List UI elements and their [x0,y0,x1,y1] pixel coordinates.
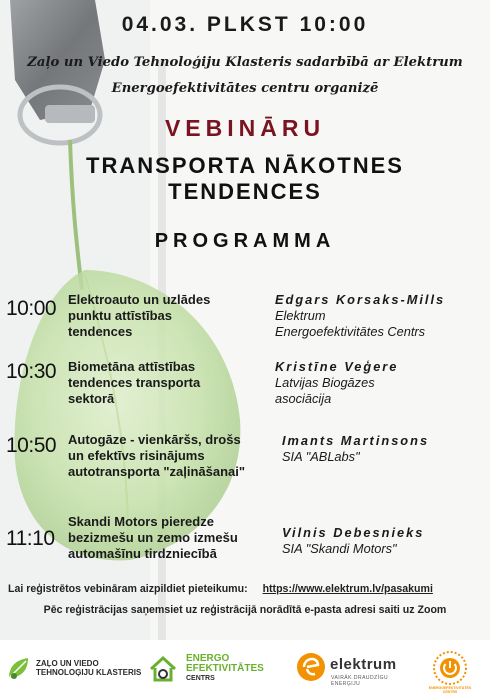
topic-line: tendences transporta [68,375,201,390]
eec-round-logo [428,650,472,694]
speaker-org: asociācija [275,391,332,406]
topic-line: Elektroauto un uzlādes [68,292,211,307]
organizer-text [0,50,490,102]
topic-line: bezizmešu un zemo izmešu [68,530,238,545]
zoom-note: Pēc reģistrācijas saņemsiet uz reģistrācijā norādītā e-pasta adresi saiti uz Zoom [43,604,447,616]
topic-line: sektorā [68,391,115,406]
event-type: VEBINĀRU [164,115,326,141]
program-topic [68,432,273,480]
zvtk-name-line-2: TEHNOLOĢIJU KLASTERIS [36,668,142,677]
topic-line: Skandi Motors pieredze [68,514,214,529]
zvtk-logo [6,654,142,684]
topic-line: automašīnu tirdzniecībā [68,546,217,561]
speaker-org: SIA "ABLabs" [282,449,360,464]
registration-line [8,583,488,595]
program-heading: PROGRAMMA [154,230,336,252]
program-speaker [275,292,490,340]
program-time: 10:30 [6,360,57,383]
eec-name-line-2: EFEKTIVITĀTES [186,663,264,674]
event-date: 04.03. PLKST 10:00 [121,13,369,36]
speaker-name: Edgars Korsaks-Mills [275,292,446,307]
program-topic [68,359,273,407]
registration-link[interactable]: https://www.elektrum.lv/pasakumi [262,583,433,595]
eec-name-line-1: ENERGO [186,653,230,664]
leaf-logo-icon [6,654,34,682]
eec-ring-text: ENERGOEFEKTIVITĀTES CENTRS [428,686,472,694]
program-topic [68,292,273,340]
speaker-name: Vilnis Debesnieks [282,525,425,540]
topic-line: Biometāna attīstības [68,359,196,374]
program-time: 10:00 [6,297,57,320]
elektrum-e-icon [296,652,326,682]
zvtk-name-line-1: ZAĻO UN VIEDO [36,659,99,668]
speaker-name: Imants Martinsons [282,433,430,448]
event-title-line-1: TRANSPORTA NĀKOTNES [86,153,404,178]
elektrum-logo [296,652,406,686]
event-title-line-2: TENDENCES [168,179,322,204]
elektrum-tagline: VAIRĀK DRAUDZĪGU ENERĢIJU [331,675,389,687]
topic-line: tendences [68,324,133,339]
eec-name-line-3: CENTRS [186,675,215,682]
elektrum-name: elektrum [330,656,397,673]
topic-line: un efektīvs risinājums [68,448,205,463]
topic-line: punktu attīstības [68,308,173,323]
organizer-line-2: Energoefektivitātes centru organizē [111,81,379,96]
program-speaker [275,359,490,407]
program-speaker [282,433,490,465]
topic-line: Autogāze - vienkāršs, drošs [68,432,241,447]
organizer-line-1: Zaļo un Viedo Tehnoloģiju Klasteris sadarbībā ar Elektrum [27,55,463,70]
program-time: 10:50 [6,434,57,457]
program-time: 11:10 [6,527,55,550]
speaker-name: Kristīne Veģere [275,359,399,374]
power-sun-icon [432,650,468,686]
program-speaker [282,525,490,557]
footer-logos [0,640,490,695]
recycle-house-icon [146,652,180,686]
speaker-org: Elektrum [275,308,326,323]
speaker-org: Latvijas Biogāzes [275,375,375,390]
speaker-org: SIA "Skandi Motors" [282,541,397,556]
registration-text: Lai reģistrētos vebināram aizpildiet pieteikumu: [8,583,248,595]
eec-logo [146,650,276,688]
topic-line: autotransporta "zaļināšanai" [68,464,246,479]
event-title [0,153,490,205]
program-topic [68,514,273,562]
speaker-org: Energoefektivitātes Centrs [275,324,426,339]
